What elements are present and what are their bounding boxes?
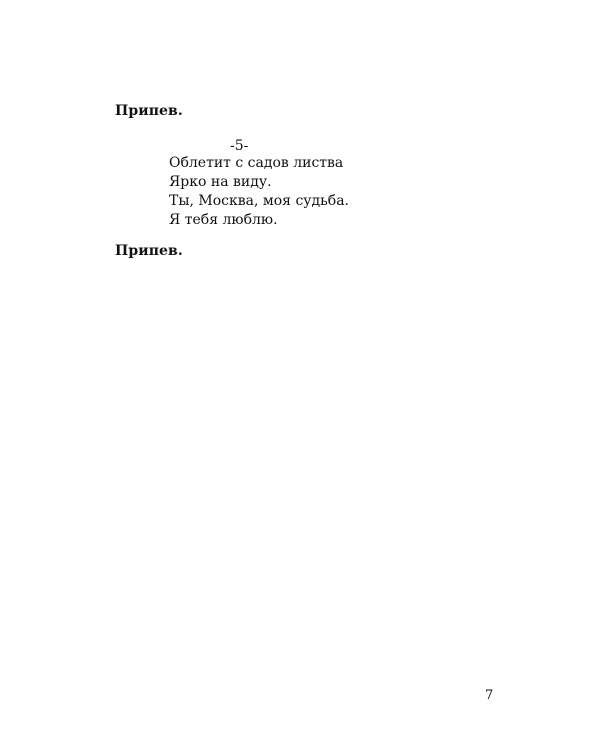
verse-text (169, 154, 349, 230)
verse-number: -5- (230, 138, 249, 154)
chorus-label: Припев. (115, 243, 183, 259)
page-number: 7 (485, 688, 494, 703)
verse-line: Ярко на виду. (169, 174, 272, 190)
verse-line: Я тебя люблю. (169, 212, 278, 228)
verse-line: Ты, Москва, моя судьба. (169, 193, 350, 209)
verse-line: Облетит с садов листва (169, 155, 344, 171)
chorus-label: Припев. (115, 103, 183, 119)
